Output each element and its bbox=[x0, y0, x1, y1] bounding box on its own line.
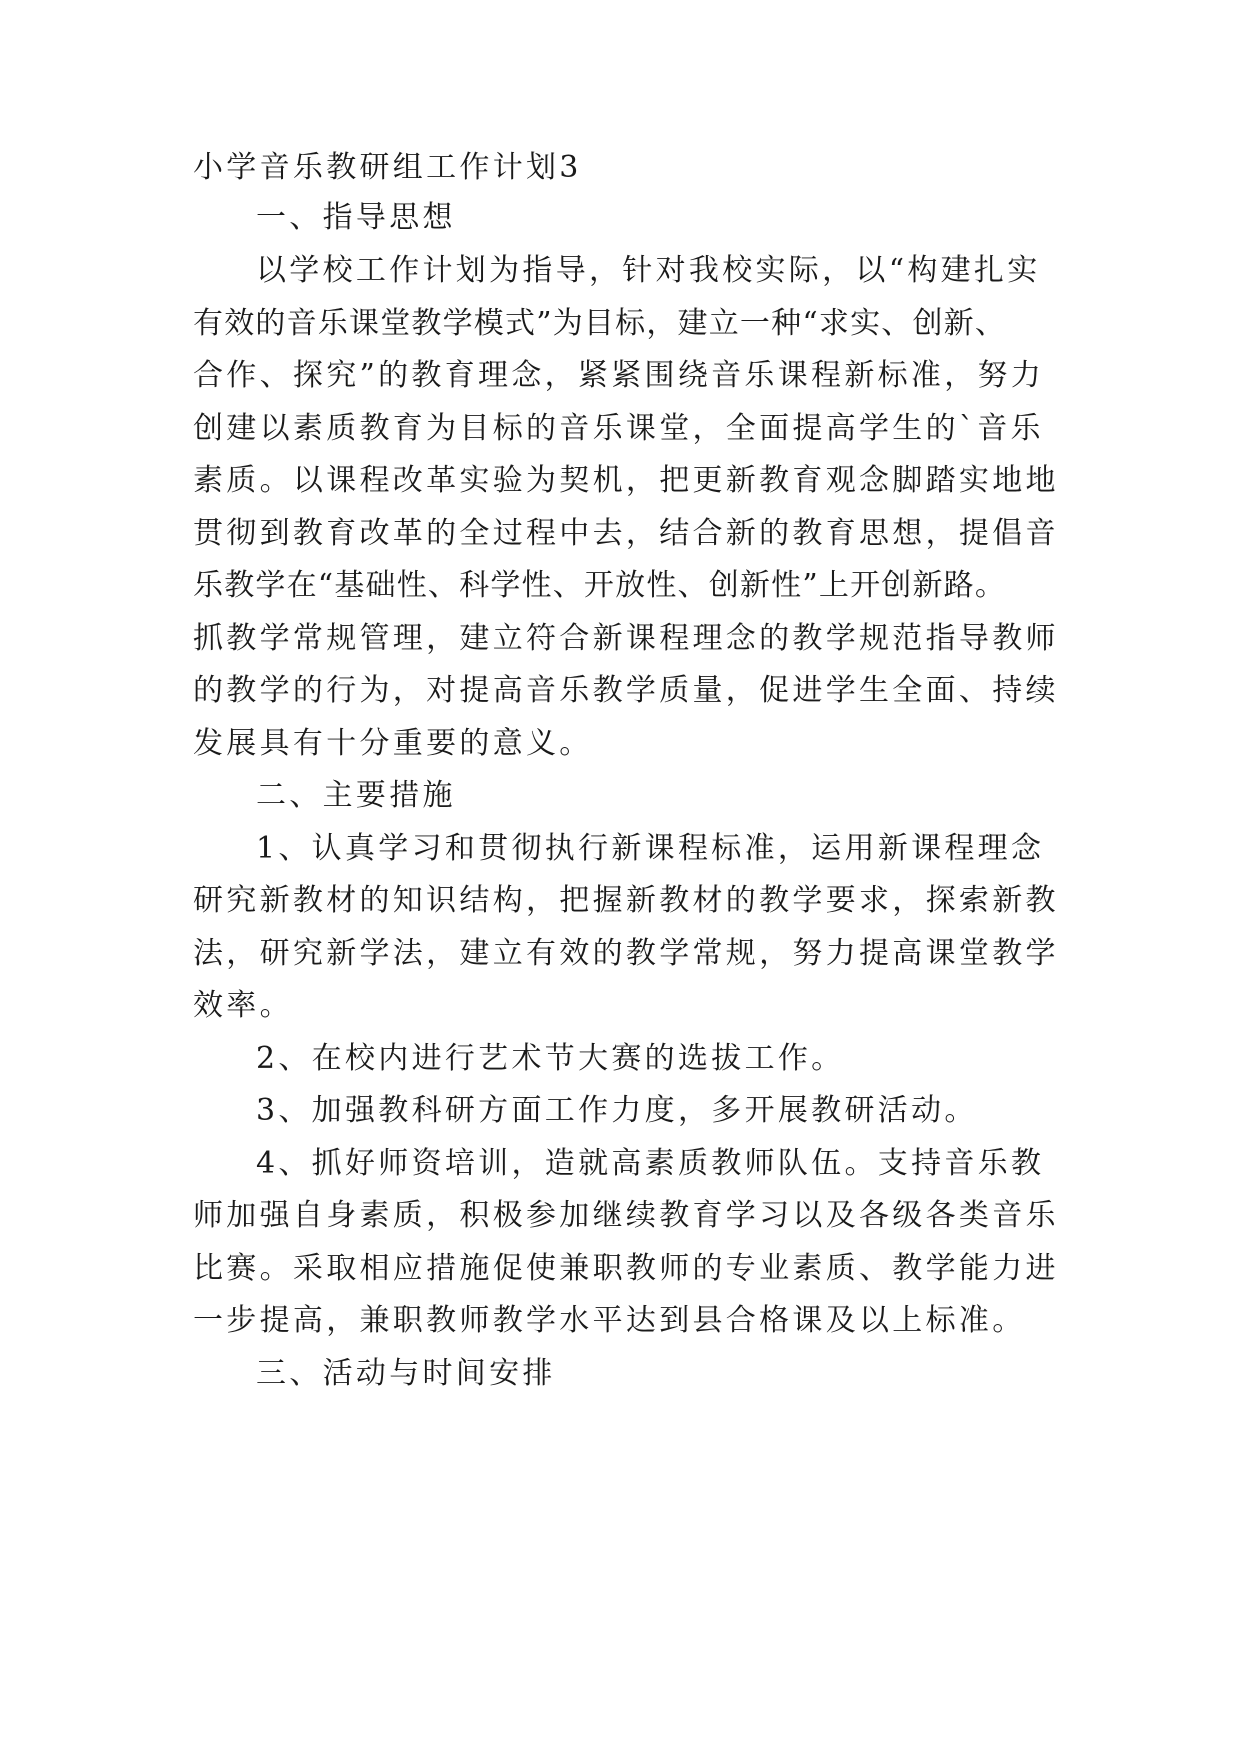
list-item-line: 4、抓好师资培训，造就高素质教师队伍。支持音乐教 bbox=[256, 1146, 1045, 1181]
list-item-line: 一步提高，兼职教师教学水平达到县合格课及以上标准。 bbox=[193, 1303, 1026, 1338]
section-heading-activities-schedule: 三、活动与时间安排 bbox=[256, 1356, 556, 1391]
list-item: 2、在校内进行艺术节大赛的选拔工作。 bbox=[256, 1041, 845, 1076]
paragraph-line: 抓教学常规管理，建立符合新课程理念的教学规范指导教师 bbox=[193, 621, 1059, 656]
paragraph-line: 以学校工作计划为指导，针对我校实际，以“构建扎实 bbox=[256, 253, 1041, 288]
list-item-line: 法，研究新学法，建立有效的教学常规，努力提高课堂教学 bbox=[193, 936, 1059, 971]
paragraph-line: 的教学的行为，对提高音乐教学质量，促进学生全面、持续 bbox=[193, 673, 1059, 708]
list-item-line: 师加强自身素质，积极参加继续教育学习以及各级各类音乐 bbox=[193, 1198, 1059, 1233]
paragraph-line: 素质。以课程改革实验为契机，把更新教育观念脚踏实地地 bbox=[193, 463, 1059, 498]
section-heading-main-measures: 二、主要措施 bbox=[256, 778, 456, 813]
paragraph-line: 有效的音乐课堂教学模式”为目标，建立一种“求实、创新、 bbox=[193, 306, 1007, 341]
list-item-line: 1、认真学习和贯彻执行新课程标准，运用新课程理念 bbox=[256, 831, 1045, 866]
list-item: 3、加强教科研方面工作力度，多开展教研活动。 bbox=[256, 1093, 978, 1128]
document-title: 小学音乐教研组工作计划3 bbox=[193, 150, 582, 185]
paragraph-line: 创建以素质教育为目标的音乐课堂，全面提高学生的`音乐 bbox=[193, 411, 1044, 446]
list-item-line: 效率。 bbox=[193, 988, 293, 1023]
paragraph-line: 乐教学在“基础性、科学性、开放性、创新性”上开创新路。 bbox=[193, 568, 1007, 603]
list-item-line: 研究新教材的知识结构，把握新教材的教学要求，探索新教 bbox=[193, 883, 1059, 918]
paragraph-line: 发展具有十分重要的意义。 bbox=[193, 726, 593, 761]
list-item-line: 比赛。采取相应措施促使兼职教师的专业素质、教学能力进 bbox=[193, 1251, 1059, 1286]
paragraph-line: 贯彻到教育改革的全过程中去，结合新的教育思想，提倡音 bbox=[193, 516, 1059, 551]
paragraph-line: 合作、探究”的教育理念，紧紧围绕音乐课程新标准，努力 bbox=[193, 358, 1045, 393]
section-heading-guiding-ideology: 一、指导思想 bbox=[256, 200, 456, 235]
